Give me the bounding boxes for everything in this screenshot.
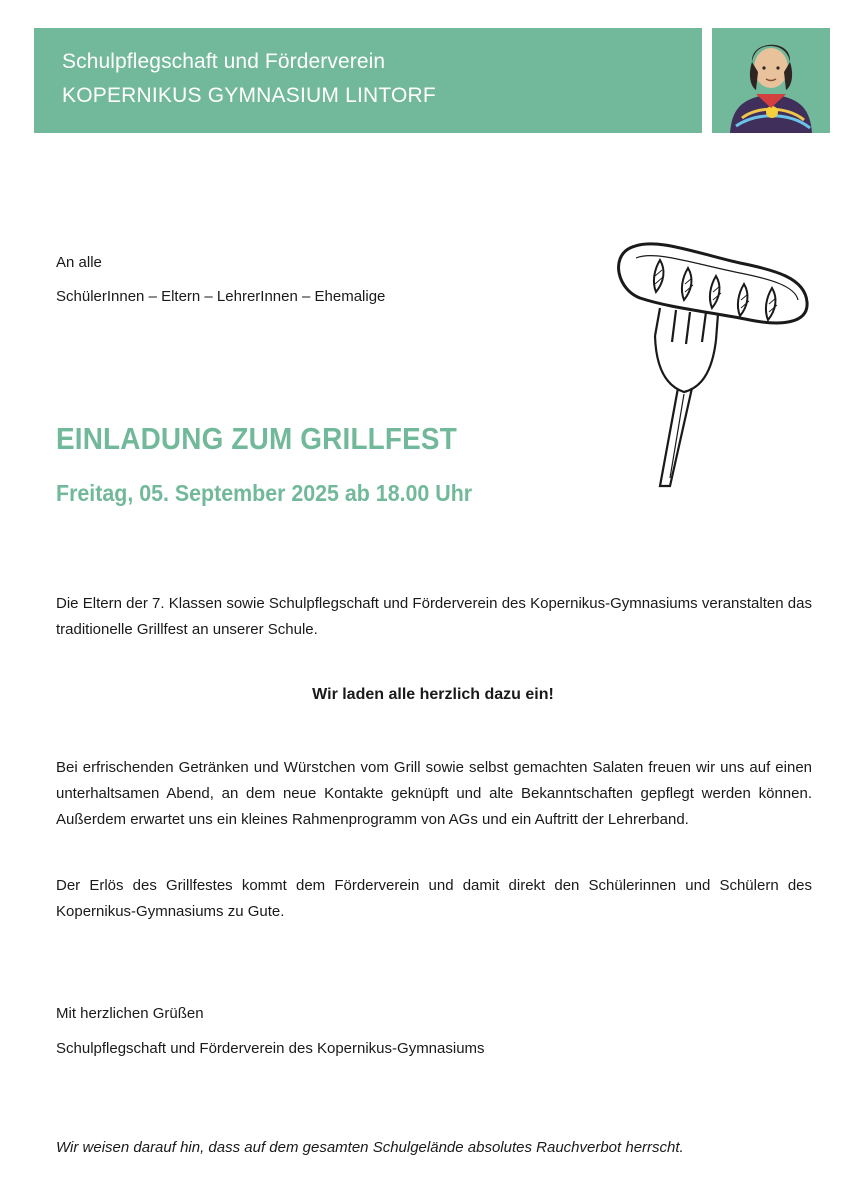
details-paragraph: Bei erfrischenden Getränken und Würstchen vom Grill sowie selbst gemachten Salaten freuen wir uns auf einen unterhaltsamen Abend, an dem neue Kontakte geknüpft und alte Bekanntschaften gepflegt werden können. Außerdem erwartet uns ein kleines Rahmenprogramm von AGs und ein Auftritt der Lehrerband.	[56, 759, 812, 828]
proceeds-paragraph: Der Erlös des Grillfestes kommt dem Förderverein und damit direkt den Schülerinnen und Schülern des Kopernikus-Gymnasiums zu Gute.	[56, 877, 812, 920]
header-org-name: Schulpflegschaft und Förderverein	[62, 50, 386, 73]
page-title: EINLADUNG ZUM GRILLFEST	[56, 421, 457, 456]
header-school-name: KOPERNIKUS GYMNASIUM LINTORF	[62, 84, 436, 107]
closing-greeting: Mit herzlichen Grüßen	[56, 1005, 204, 1022]
closing-signature: Schulpflegschaft und Förderverein des Kopernikus-Gymnasiums	[56, 1040, 485, 1057]
copernicus-portrait-icon	[712, 28, 830, 133]
event-date: Freitag, 05. September 2025 ab 18.00 Uhr	[56, 480, 473, 506]
addressee-groups: SchülerInnen – Eltern – LehrerInnen – Ehemalige	[56, 288, 386, 305]
invitation-highlight: Wir laden alle herzlich dazu ein!	[312, 686, 554, 703]
addressee-line: An alle	[56, 254, 102, 271]
intro-paragraph: Die Eltern der 7. Klassen sowie Schulpflegschaft und Förderverein des Kopernikus-Gymnasiums veranstalten das traditionelle Grillfest an unserer Schule.	[56, 595, 812, 638]
header-banner	[34, 28, 702, 133]
smoking-notice: Wir weisen darauf hin, dass auf dem gesamten Schulgelände absolutes Rauchverbot herrscht.	[56, 1139, 684, 1156]
sausage-on-fork-icon	[600, 228, 815, 490]
